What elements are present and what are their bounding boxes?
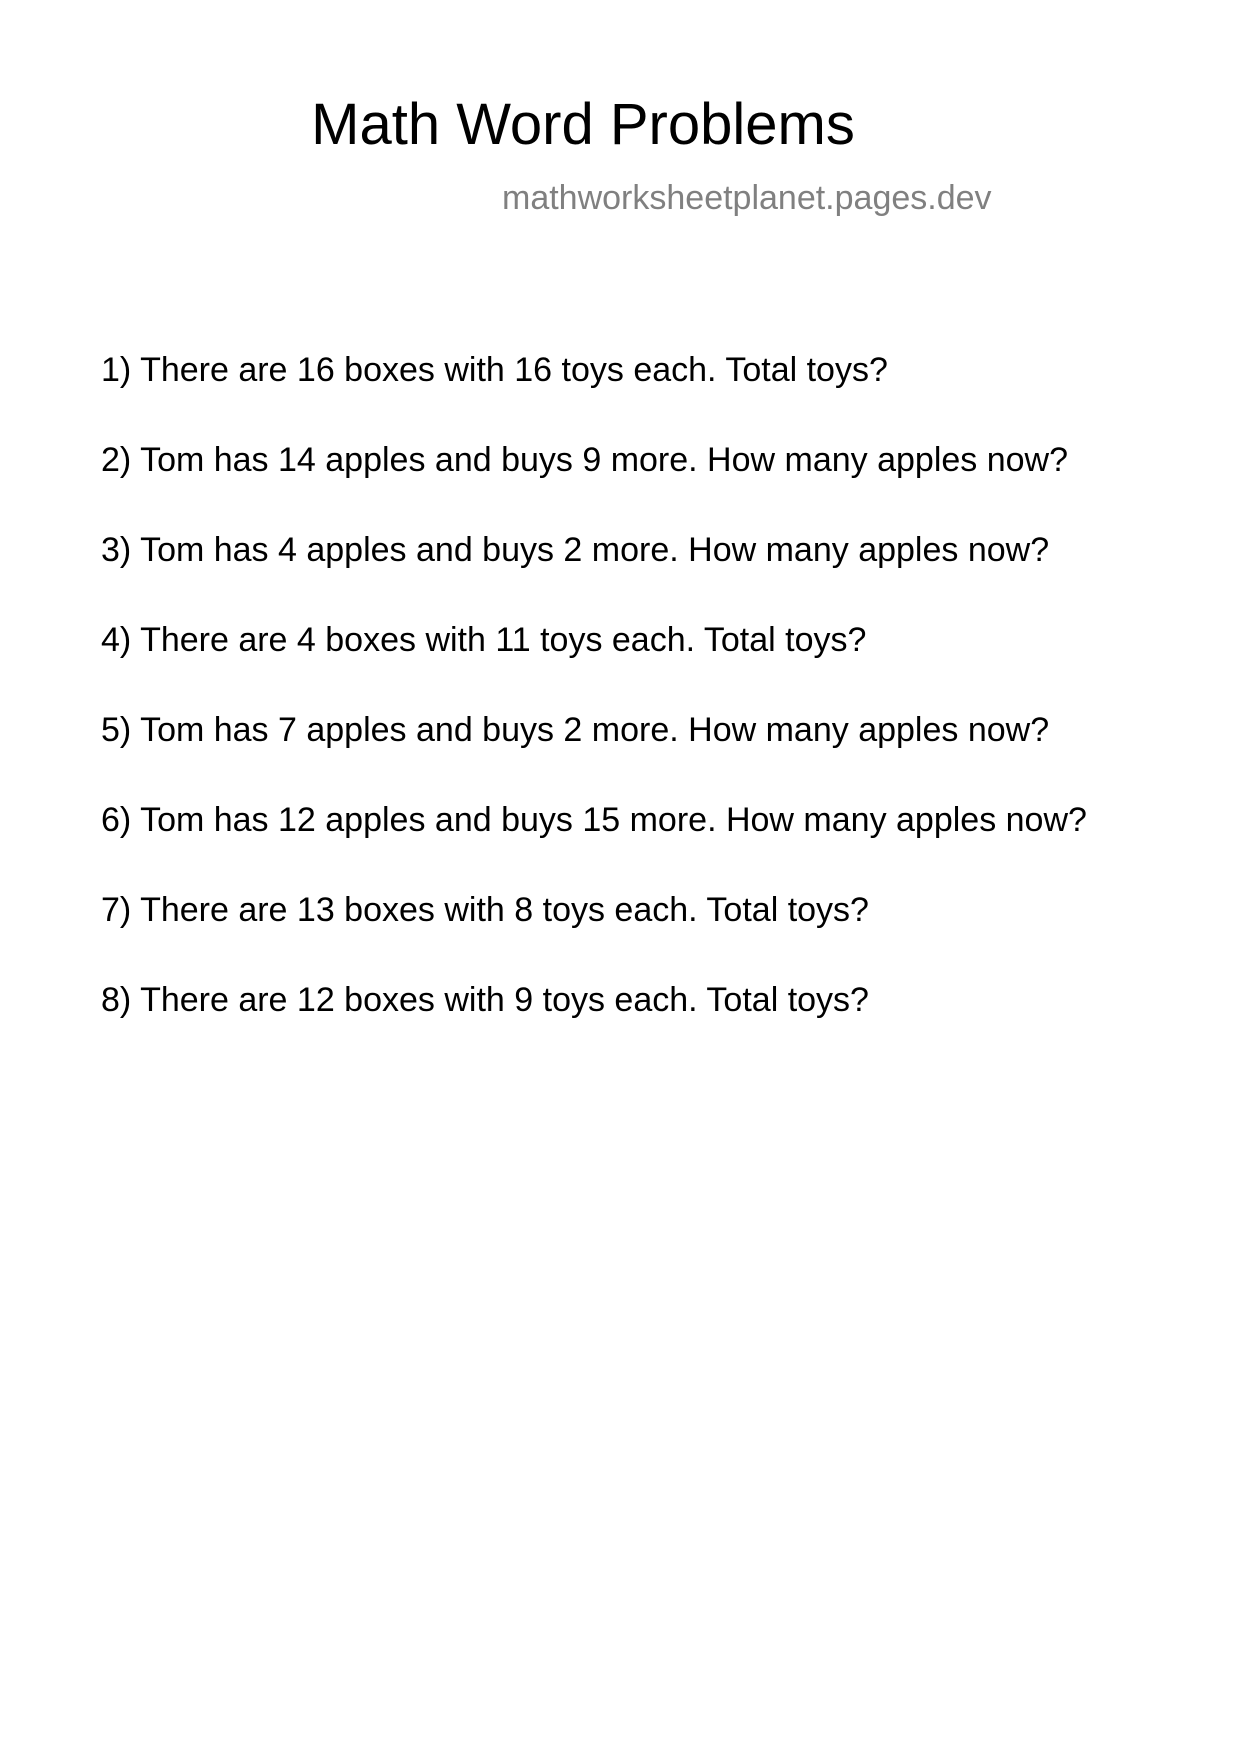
problem-4: 4) There are 4 boxes with 11 toys each. Total toys? <box>101 621 867 659</box>
problem-3: 3) Tom has 4 apples and buys 2 more. How many apples now? <box>101 531 1050 569</box>
problem-2: 2) Tom has 14 apples and buys 9 more. How many apples now? <box>101 441 1069 479</box>
problem-7: 7) There are 13 boxes with 8 toys each. Total toys? <box>101 891 869 929</box>
website-url: mathworksheetplanet.pages.dev <box>502 179 992 217</box>
worksheet-title: Math Word Problems <box>311 92 855 157</box>
problem-list <box>101 350 1087 1070</box>
problem-5: 5) Tom has 7 apples and buys 2 more. How many apples now? <box>101 711 1050 749</box>
problem-6: 6) Tom has 12 apples and buys 15 more. How many apples now? <box>101 801 1087 839</box>
problem-1: 1) There are 16 boxes with 16 toys each. Total toys? <box>101 351 888 389</box>
problem-8: 8) There are 12 boxes with 9 toys each. Total toys? <box>101 981 869 1019</box>
